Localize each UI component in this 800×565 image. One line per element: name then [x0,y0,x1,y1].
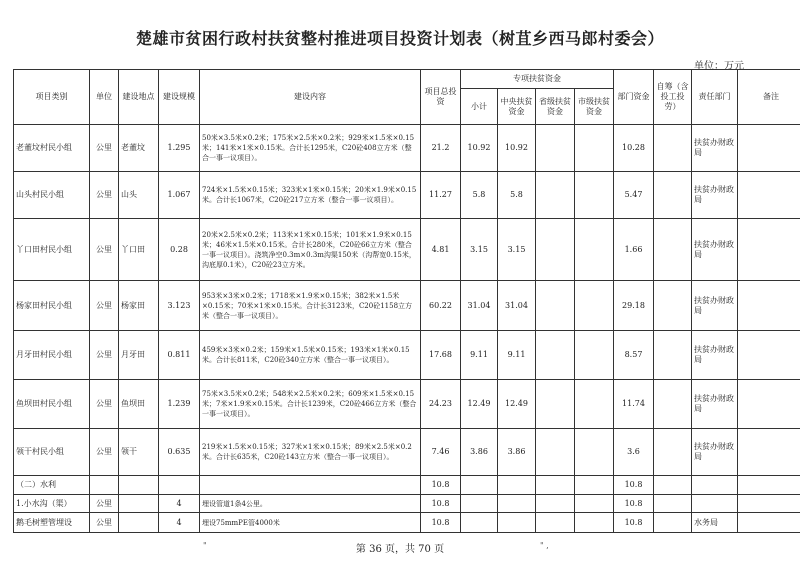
cell-content: 20米×2.5米×0.2米；113米×1米×0.15米；101米×1.9米×0.15米；46米×1.5米×0.15米。合计长280米，C20砼66立方米（整合一事一议项目）。浇筑净空0.3m×0.3m沟渠150米（沟帮宽0.15米，沟底厚0.1米），C20砼23立方米。 [200,219,421,281]
cell-subtotal [461,476,498,495]
header-total: 项目总投资 [421,70,461,125]
cell-unit: 公里 [90,331,119,380]
cell-content: 埋设75mmPE管4000米 [200,513,421,533]
table-row [14,476,800,495]
cell-subtotal: 31.04 [461,281,498,331]
cell-category: 老董坟村民小组 [14,125,90,172]
header-remark: 备注 [738,70,800,125]
table-row [14,281,800,331]
cell-remark [738,429,800,476]
cell-provincial [536,125,575,172]
cell-location: 鱼坝田 [119,380,159,429]
cell-central: 5.8 [498,172,536,219]
cell-remark [738,172,800,219]
cell-scale: 4 [159,513,200,533]
cell-responsible: 扶贫办财政局 [692,219,738,281]
cell-responsible: 扶贫办财政局 [692,125,738,172]
cell-remark [738,513,800,533]
header-responsible: 责任部门 [692,70,738,125]
table-row [14,429,800,476]
cell-remark [738,476,800,495]
header-provincial: 省级扶贫资金 [536,89,575,125]
cell-category: 领干村民小组 [14,429,90,476]
cell-location: 丫口田 [119,219,159,281]
cell-city [575,513,614,533]
cell-provincial [536,429,575,476]
cell-scale: 0.28 [159,219,200,281]
cell-remark [738,219,800,281]
cell-total: 10.8 [421,513,461,533]
cell-category: 山头村民小组 [14,172,90,219]
cell-self-raised [654,331,692,380]
cell-content: 219米×1.5米×0.15米；327米×1米×0.15米；89米×2.5米×0.2米。合计长635米，C20砼143立方米（整合一事一议项目）。 [200,429,421,476]
cell-city [575,429,614,476]
cell-provincial [536,476,575,495]
cell-location: 杨家田 [119,281,159,331]
cell-total: 4.81 [421,219,461,281]
cell-central: 3.15 [498,219,536,281]
cell-city [575,380,614,429]
cell-subtotal [461,495,498,513]
cell-city [575,476,614,495]
cell-remark [738,281,800,331]
cell-self-raised [654,281,692,331]
cell-provincial [536,281,575,331]
cell-self-raised [654,429,692,476]
cell-unit: 公里 [90,219,119,281]
cell-self-raised [654,172,692,219]
table-row [14,219,800,281]
cell-central: 31.04 [498,281,536,331]
cell-responsible: 扶贫办财政局 [692,331,738,380]
cell-city [575,125,614,172]
cell-unit: 公里 [90,429,119,476]
cell-remark [738,125,800,172]
cell-category: 丫口田村民小组 [14,219,90,281]
cell-self-raised [654,380,692,429]
cell-responsible [692,495,738,513]
cell-dept-fund: 10.8 [614,513,654,533]
cell-total: 10.8 [421,476,461,495]
cell-location: 领干 [119,429,159,476]
cell-total: 24.23 [421,380,461,429]
header-central: 中央扶贫资金 [498,89,536,125]
scan-mark-right: " , [540,541,549,550]
header-content: 建设内容 [200,70,421,125]
header-category: 项目类别 [14,70,90,125]
cell-location [119,495,159,513]
cell-unit: 公里 [90,281,119,331]
table-row [14,331,800,380]
cell-scale: 1.295 [159,125,200,172]
cell-category: 杨家田村民小组 [14,281,90,331]
page-title: 楚雄市贫困行政村扶贫整村推进项目投资计划表（树苴乡西马郎村委会） [135,29,664,48]
cell-self-raised [654,219,692,281]
table-row [14,380,800,429]
cell-category: 鱼坝田村民小组 [14,380,90,429]
cell-city [575,172,614,219]
cell-remark [738,495,800,513]
cell-self-raised [654,513,692,533]
cell-total: 7.46 [421,429,461,476]
page-footer: 第 36 页，共 70 页 [355,544,445,555]
cell-scale: 3.123 [159,281,200,331]
cell-dept-fund: 1.66 [614,219,654,281]
cell-subtotal: 12.49 [461,380,498,429]
cell-total: 17.68 [421,331,461,380]
cell-unit: 公里 [90,495,119,513]
cell-category: 1.小水沟（渠） [14,495,90,513]
cell-unit [90,476,119,495]
cell-total: 21.2 [421,125,461,172]
cell-central [498,476,536,495]
cell-category: （二）水利 [14,476,90,495]
cell-scale: 1.067 [159,172,200,219]
cell-provincial [536,219,575,281]
cell-central: 10.92 [498,125,536,172]
cell-self-raised [654,476,692,495]
header-unit: 单位 [90,70,119,125]
cell-dept-fund: 10.8 [614,495,654,513]
cell-unit: 公里 [90,125,119,172]
cell-self-raised [654,495,692,513]
cell-provincial [536,380,575,429]
cell-dept-fund: 5.47 [614,172,654,219]
cell-scale: 0.811 [159,331,200,380]
scan-mark-left: " [203,541,207,550]
cell-category: 月牙田村民小组 [14,331,90,380]
cell-provincial [536,172,575,219]
cell-dept-fund: 10.8 [614,476,654,495]
cell-responsible: 水务局 [692,513,738,533]
cell-subtotal: 5.8 [461,172,498,219]
cell-city [575,219,614,281]
cell-self-raised [654,125,692,172]
cell-unit: 公里 [90,513,119,533]
cell-central [498,513,536,533]
header-city: 市级扶贫资金 [575,89,614,125]
header-dept-fund: 部门资金 [614,70,654,125]
cell-content: 50米×3.5米×0.2米；175米×2.5米×0.2米；929米×1.5米×0.15米；141米×1米×0.15米。合计长1295米，C20砼408立方米（整合一事一议项目）。 [200,125,421,172]
cell-content: 459米×3米×0.2米；159米×1.5米×0.15米；193米×1米×0.15米。合计长811米，C20砼340立方米（整合一事一议项目）。 [200,331,421,380]
cell-subtotal: 10.92 [461,125,498,172]
cell-total: 10.8 [421,495,461,513]
cell-city [575,495,614,513]
cell-dept-fund: 29.18 [614,281,654,331]
cell-content: 75米×3.5米×0.2米；548米×2.5米×0.2米；609米×1.5米×0.15米；7米×1.9米×0.15米。合计长1239米，C20砼466立方米（整合一事一议项目）。 [200,380,421,429]
unit-label: 单位：万元 [694,61,744,72]
cell-subtotal [461,513,498,533]
table-row [14,513,800,533]
cell-location: 山头 [119,172,159,219]
cell-city [575,331,614,380]
cell-location [119,513,159,533]
cell-provincial [536,495,575,513]
header-special-fund: 专项扶贫资金 [461,70,614,89]
cell-category: 鹅毛树塑管埋设 [14,513,90,533]
cell-dept-fund: 3.6 [614,429,654,476]
cell-remark [738,331,800,380]
header-scale: 建设规模 [159,70,200,125]
cell-unit: 公里 [90,172,119,219]
cell-subtotal: 3.15 [461,219,498,281]
cell-remark [738,380,800,429]
table-body [14,125,800,533]
cell-responsible [692,476,738,495]
investment-table [13,69,800,533]
header-self-raised: 自筹（含投工投劳） [654,70,692,125]
cell-location: 月牙田 [119,331,159,380]
cell-dept-fund: 10.28 [614,125,654,172]
cell-scale: 4 [159,495,200,513]
cell-total: 11.27 [421,172,461,219]
cell-scale: 1.239 [159,380,200,429]
cell-content: 埋设管道1条4公里。 [200,495,421,513]
cell-total: 60.22 [421,281,461,331]
cell-responsible: 扶贫办财政局 [692,380,738,429]
cell-central: 12.49 [498,380,536,429]
header-location: 建设地点 [119,70,159,125]
cell-subtotal: 9.11 [461,331,498,380]
cell-content: 724米×1.5米×0.15米；323米×1米×0.15米；20米×1.9米×0.15米。合计长1067米，C20砼217立方米（整合一事一议项目）。 [200,172,421,219]
cell-responsible: 扶贫办财政局 [692,281,738,331]
cell-central: 3.86 [498,429,536,476]
cell-content: 953米×3米×0.2米；1718米×1.9米×0.15米；382米×1.5米×0.15米；70米×1米×0.15米。合计长3123米，C20砼1158立方米（整合一事一议项目）。 [200,281,421,331]
cell-location: 老董坟 [119,125,159,172]
cell-dept-fund: 11.74 [614,380,654,429]
cell-central [498,495,536,513]
cell-responsible: 扶贫办财政局 [692,172,738,219]
cell-unit: 公里 [90,380,119,429]
header-subtotal: 小计 [461,89,498,125]
cell-dept-fund: 8.57 [614,331,654,380]
table-row [14,172,800,219]
cell-location [119,476,159,495]
cell-content [200,476,421,495]
cell-responsible: 扶贫办财政局 [692,429,738,476]
cell-scale [159,476,200,495]
cell-central: 9.11 [498,331,536,380]
cell-provincial [536,331,575,380]
cell-subtotal: 3.86 [461,429,498,476]
cell-city [575,281,614,331]
table-row [14,495,800,513]
cell-provincial [536,513,575,533]
cell-scale: 0.635 [159,429,200,476]
table-row [14,125,800,172]
